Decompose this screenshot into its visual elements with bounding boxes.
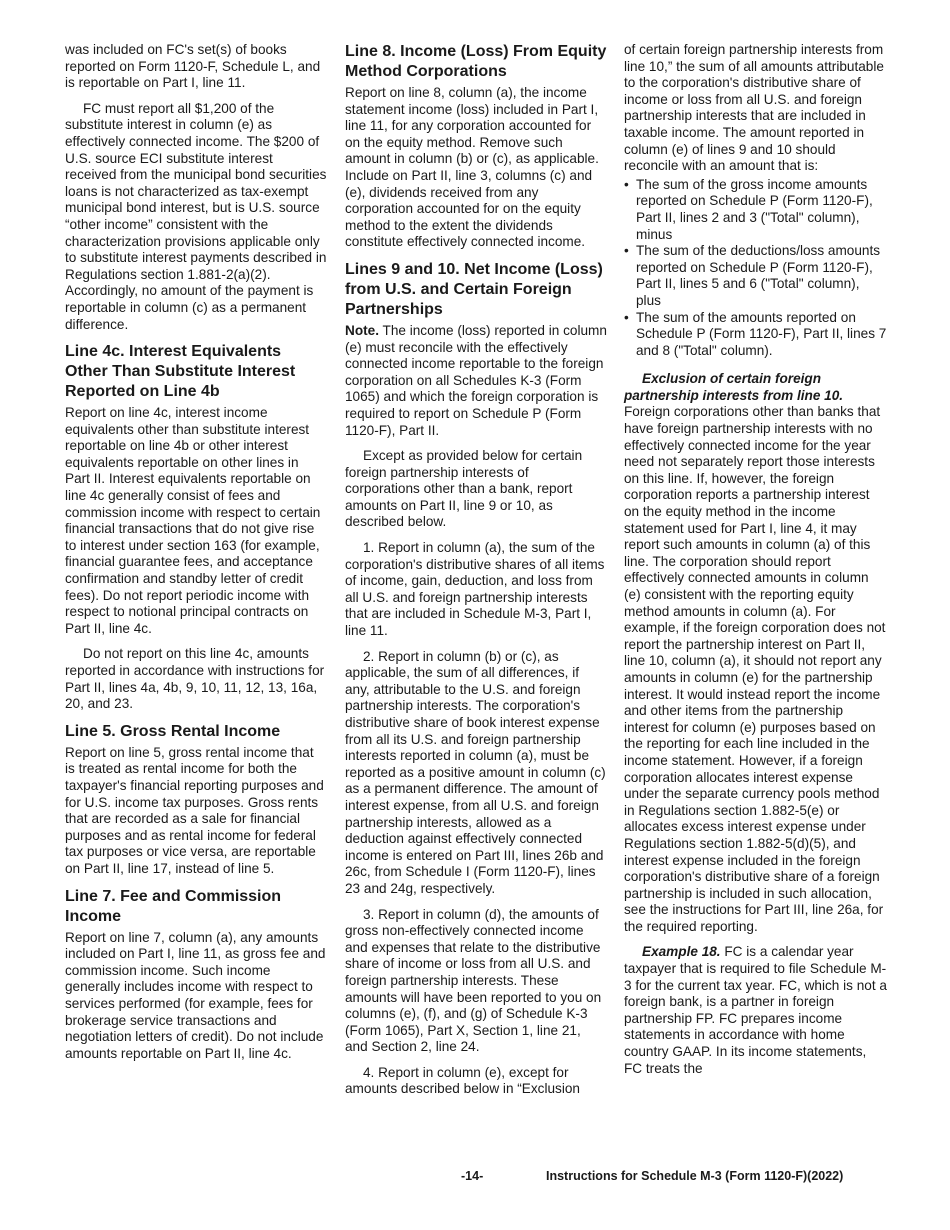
paragraph: of certain foreign partnership interests from line 10,” the sum of all amounts attributable to the corporation's distributive share of income or loss from all U.S. and foreign partnership interests that are included in taxable income. The amount reported in column (e) of lines 9 and 10 should reconcile with an amount that is: (624, 42, 884, 174)
note-text: The income (loss) reported in column (e) must reconcile with the effectively connected income reportable to the foreign corporation on all Schedules K-3 (Form 1065) and which the foreign corporation is required to report on Schedule P (Form 1120-F), Part II. (345, 322, 607, 438)
paragraph: Do not report on this line 4c, amounts reported in accordance with instructions for Part II, lines 4a, 4b, 9, 10, 11, 12, 13, 16a, 20, and 23. (65, 646, 325, 712)
exclusion-text: Foreign corporations other than banks that have foreign partnership interests with no effectively connected income for the year need not separately report those interests on this line. If, however, the foreign corporation reports a partnership interest on the equity method in the income statement used for Part I, line 4, it may report such amounts in column (a) of this line. The corporation should report effectively connected amounts in column (e) consistent with the reporting equity method amounts in column (a). For example, if the foreign corporation does not report the partnership interest on Part II, line 10, column (a), it should not report any amounts in column (e) for the partnership interest. It would instead report the income and other items from the partnership interest for column (e) purposes based on the reporting for each line included in the income statement. However, if a foreign corporation allocates interest expense under the separate currency pools method in Regulations section 1.882-5(e) or allocates excess interest expense under Regulations section 1.882-5(d)(5), and interest expense included in the foreign corporation's distributive share of a foreign partnership is included in such allocation, see the instructions for Part III, line 26a, for the required reporting. (624, 404, 886, 934)
numbered-item: 2. Report in column (b) or (c), as applicable, the sum of all differences, if any, attributable to the U.S. and foreign partnership interests. The corporation's distributive share of book interest expense from all its U.S. and foreign partnership interests reported in column (a), must be reported as a positive amount in column (c) as a permanent difference. The amount of interest expense, from all U.S. and foreign partnership interests, allowed as a deduction against effectively connected income is entered on Part III, lines 26b and 26c, from Schedule I (Form 1120-F), lines 23 and 24g, respectively. (345, 648, 606, 896)
bullet-item: • The sum of the gross income amounts reported on Schedule P (Form 1120-F), Part II, lines 2 and 3 ("Total" column), minus (624, 177, 888, 243)
exclusion-paragraph (624, 371, 888, 935)
example-text: FC is a calendar year taxpayer that is required to file Schedule M-3 for the current tax year. FC, which is not a foreign bank, is a partner in foreign partnership FP. FC prepares income statements in accordance with home country GAAP. In its income statements, FC treats the (624, 944, 887, 1076)
column-2 (345, 42, 607, 1107)
paragraph: Report on line 7, column (a), any amounts included on Part I, line 11, as gross fee and commission income. Such income generally includes income with respect to services performed (for example, fees for brokerage service transactions and negotiation letters of credit). Do not include amounts reportable on Part II, line 4c. (65, 929, 326, 1061)
numbered-item: 3. Report in column (d), the amounts of gross non-effectively connected income and expenses that relate to the distributive share of income or loss from all U.S. and foreign partnership interests. These amounts will have been reported to you on columns (e), (f), and (g) of Schedule K-3 (Form 1065), Part X, Section 1, line 21, and Section 2, line 24. (345, 906, 602, 1055)
numbered-item: 1. Report in column (a), the sum of the corporation's distributive shares of all items of income, gain, deduction, and loss from all U.S. and foreign partnership interests that are included in Schedule M-3, Part I, line 11. (345, 540, 605, 639)
bullet-item: • The sum of the deductions/loss amounts reported on Schedule P (Form 1120-F), Part II, lines 5 and 6 ("Total" column), plus (624, 243, 888, 309)
heading-line-4c: Line 4c. Interest Equivalents Other Than Substitute Interest Reported on Line 4b (65, 343, 296, 401)
paragraph: Report on line 4c, interest income equivalents other than substitute interest reportable on line 4b or other interest equivalents reportable on other lines in Part II. Interest equivalents reportable on line 4c generally consist of fees and commission income with respect to certain financial transactions that do not give rise to interest under section 163 (for example, financial guarantee fees, and acceptance confirmation and standby letter of credit fees). Do not report periodic income with respect to notional principal contracts on Part II, line 4c. (65, 405, 321, 636)
bullet-item: • The sum of the amounts reported on Schedule P (Form 1120-F), Part II, lines 7 and 8 ("Total" column). (624, 310, 888, 360)
page-footer (0, 1169, 950, 1187)
paragraph: Report on line 8, column (a), the income statement income (loss) included in Part I, line 11, for any corporation accounted for on the equity method. Remove such amount in column (b) or (c), as applicable. Include on Part II, line 3, columns (c) and (e), dividends received from any corporation accounted for on the equity method to the extent the dividends constitute effectively connected income. (345, 85, 599, 250)
heading-line-8: Line 8. Income (Loss) From Equity Method Corporations (345, 43, 607, 80)
heading-line-5: Line 5. Gross Rental Income (65, 722, 281, 740)
column-3 (624, 42, 888, 1086)
paragraph: Report on line 5, gross rental income that is treated as rental income for both the taxpayer's financial reporting purposes and for U.S. income tax purposes. Gross rents that are recorded as a sale for financial purposes and as rental income for federal tax purposes or vice versa, are reportable on Part II, line 17, instead of line 5. (65, 744, 324, 876)
paragraph: FC must report all $1,200 of the substitute interest in column (e) as effectively connected income. The $200 of U.S. source ECI substitute interest received from the municipal bond securities loans is not characterized as tax-exempt municipal bond interest, but is U.S. source “other income” consistent with the characterization provisions applicable only to substitute interest payments described in Regulations section 1.881-2(a)(2). Accordingly, no amount of the payment is reportable in column (c) as a permanent difference. (65, 100, 327, 332)
page-number: -14- (461, 1169, 484, 1183)
paragraph: was included on FC's set(s) of books reported on Form 1120-F, Schedule L, and is reportable on Part I, line 11. (65, 42, 321, 91)
paragraph: Except as provided below for certain foreign partnership interests of corporations other than a bank, report amounts on Part II, line 9 or 10, as described below. (345, 448, 583, 530)
numbered-item: 4. Report in column (e), except for amounts described below in “Exclusion (345, 1064, 580, 1097)
note-label: Note. (345, 322, 379, 338)
example-label: Example 18. (642, 944, 721, 960)
column-1 (65, 42, 327, 1071)
heading-line-7: Line 7. Fee and Commission Income (65, 887, 282, 925)
exclusion-label: Exclusion of certain foreign partnership interests from line 10. (624, 371, 844, 403)
example-paragraph (624, 944, 888, 1077)
note-paragraph (345, 323, 607, 439)
heading-lines-9-10: Lines 9 and 10. Net Income (Loss) from U.S. and Certain Foreign Partnerships (345, 260, 603, 318)
footer-title: Instructions for Schedule M-3 (Form 1120-F)(2022) (546, 1169, 844, 1183)
